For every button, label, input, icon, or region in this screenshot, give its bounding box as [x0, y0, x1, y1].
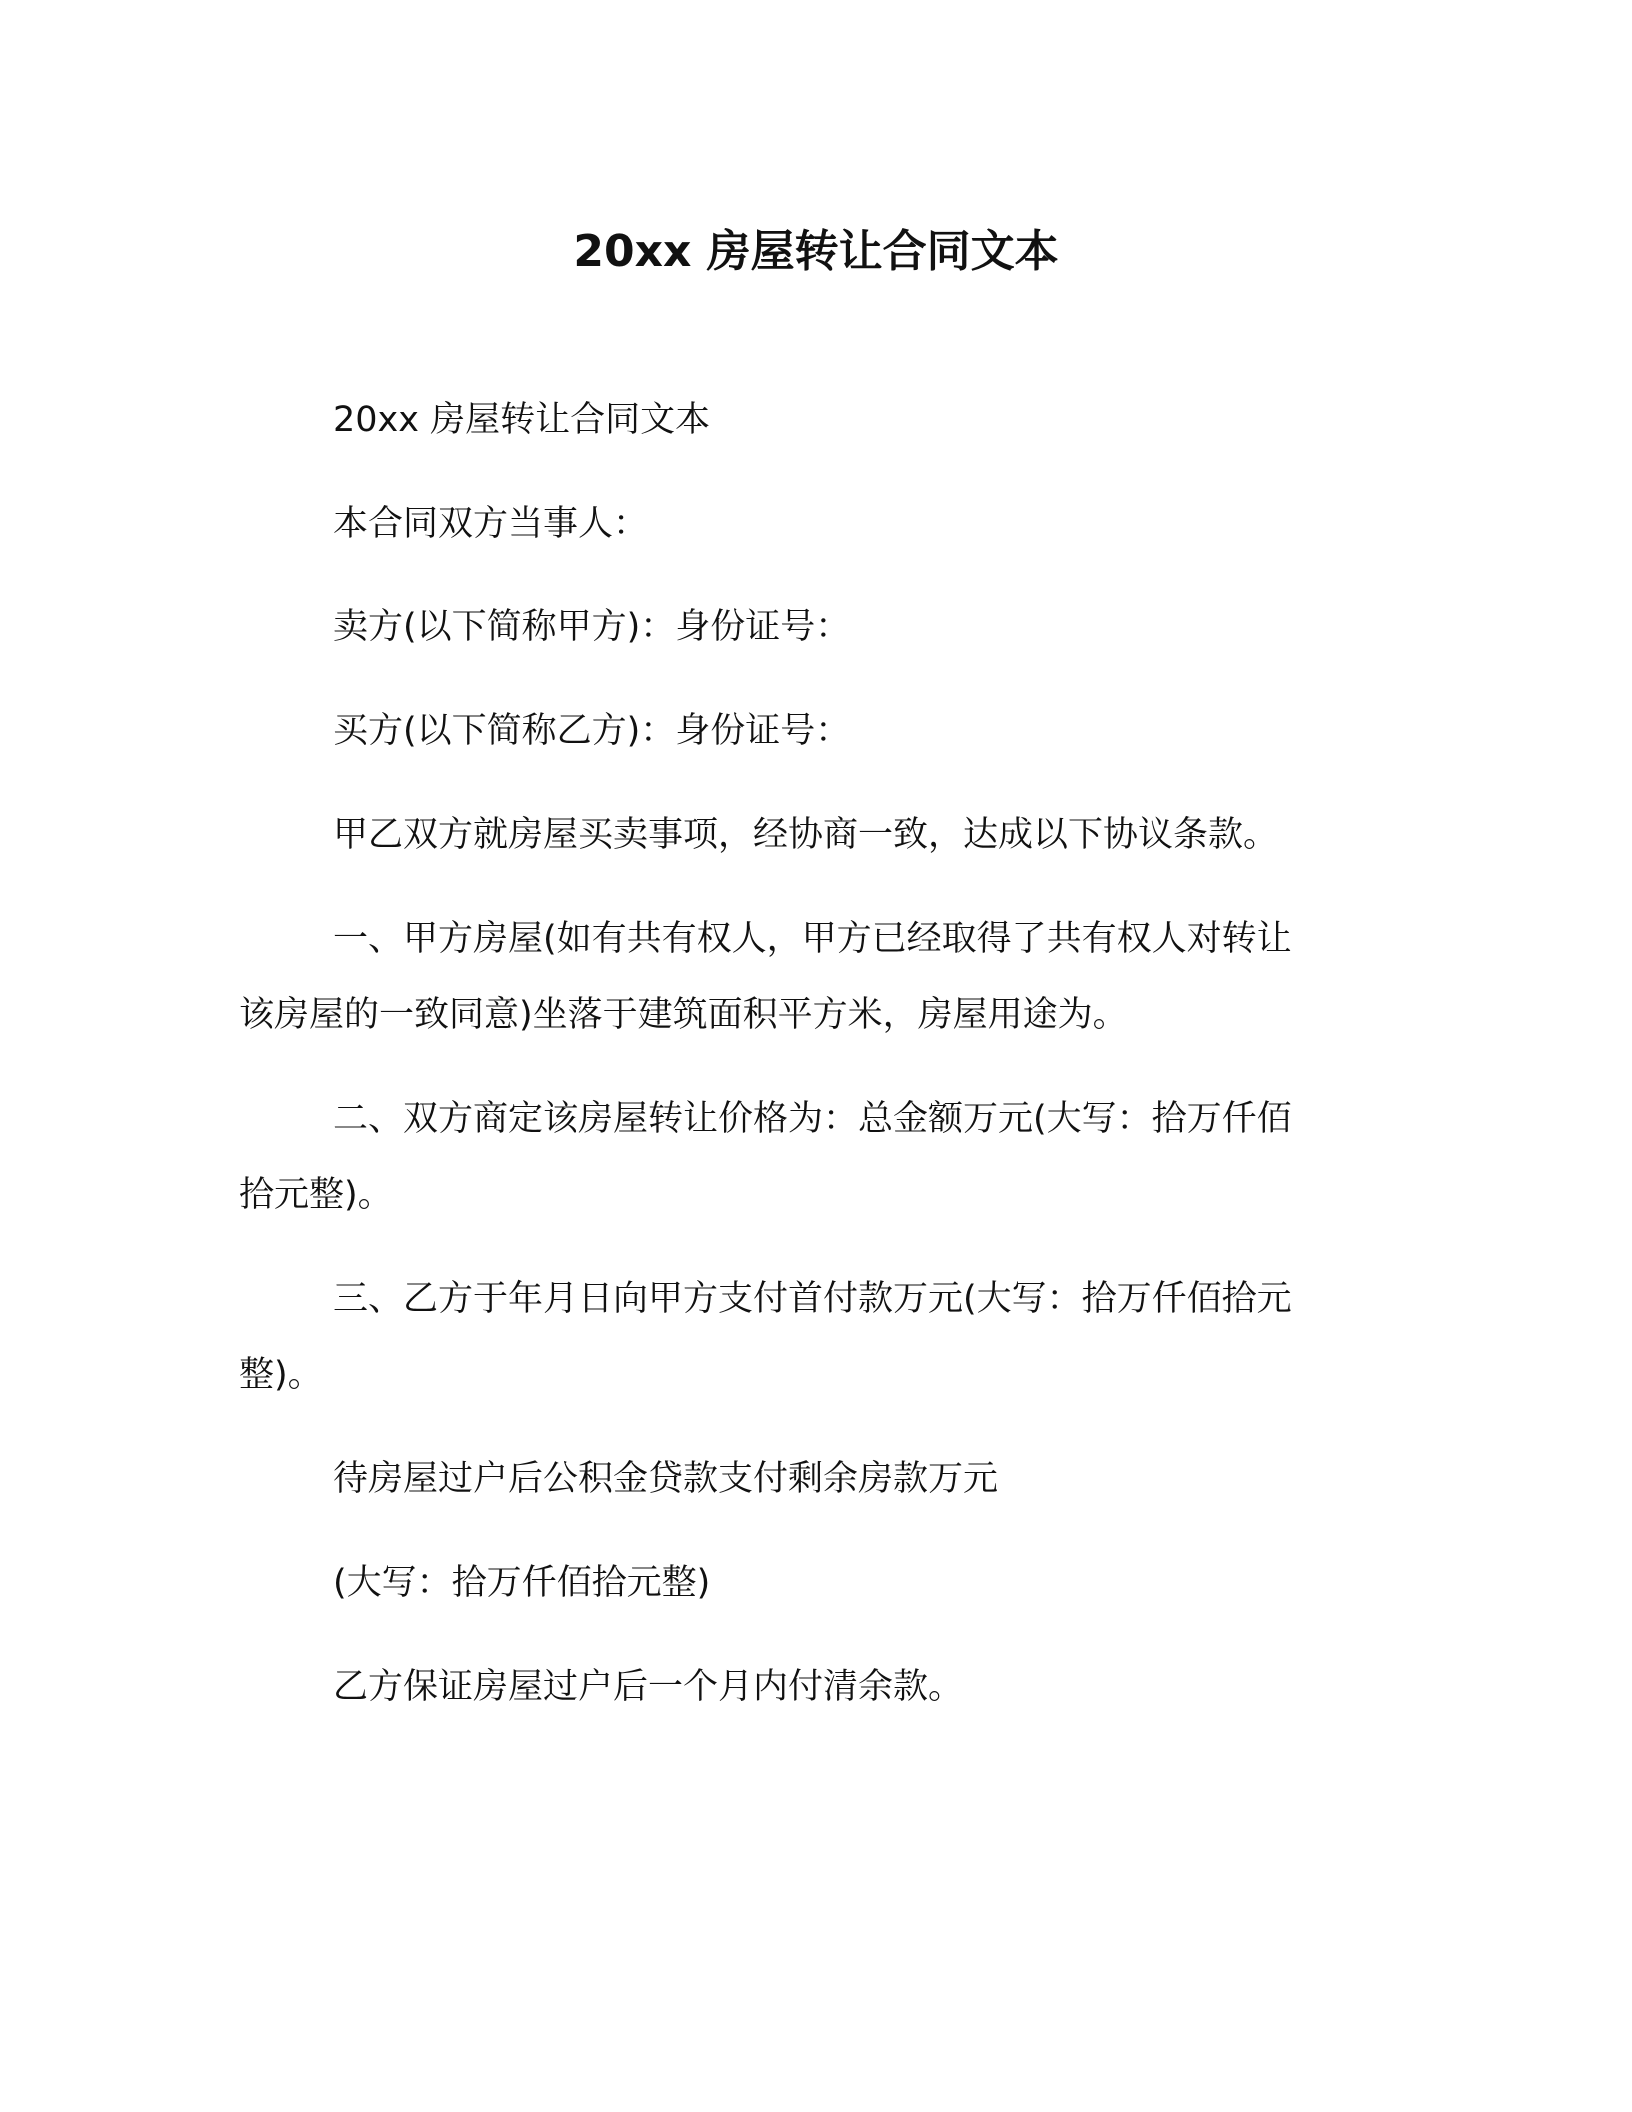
seller-line: 卖方(以下简称甲方)：身份证号：: [333, 607, 851, 647]
clause-2-line-2: 拾元整)。: [239, 1175, 393, 1215]
clause-3-line-1: 三、乙方于年月日向甲方支付首付款万元(大写：拾万仟佰拾元: [333, 1279, 1292, 1319]
clause-1-line-2: 该房屋的一致同意)坐落于建筑面积平方米，房屋用途为。: [239, 995, 1128, 1035]
buyer-line: 买方(以下简称乙方)：身份证号：: [333, 711, 851, 751]
parties-heading: 本合同双方当事人：: [333, 504, 649, 544]
agreement-intro: 甲乙双方就房屋买卖事项，经协商一致，达成以下协议条款。: [333, 815, 1279, 855]
clause-3-line-2: 整)。: [239, 1355, 323, 1395]
document-title: 20xx 房屋转让合同文本: [573, 226, 1059, 277]
final-payment-guarantee: 乙方保证房屋过户后一个月内付清余款。: [333, 1667, 964, 1707]
remaining-payment-uppercase: (大写：拾万仟佰拾元整): [333, 1563, 711, 1603]
clause-1-line-1: 一、甲方房屋(如有共有权人，甲方已经取得了共有权人对转让: [333, 919, 1292, 959]
remaining-payment-line: 待房屋过户后公积金贷款支付剩余房款万元: [333, 1459, 999, 1499]
subtitle-line: 20xx 房屋转让合同文本: [333, 400, 711, 440]
clause-2-line-1: 二、双方商定该房屋转让价格为：总金额万元(大写：拾万仟佰: [333, 1099, 1292, 1139]
